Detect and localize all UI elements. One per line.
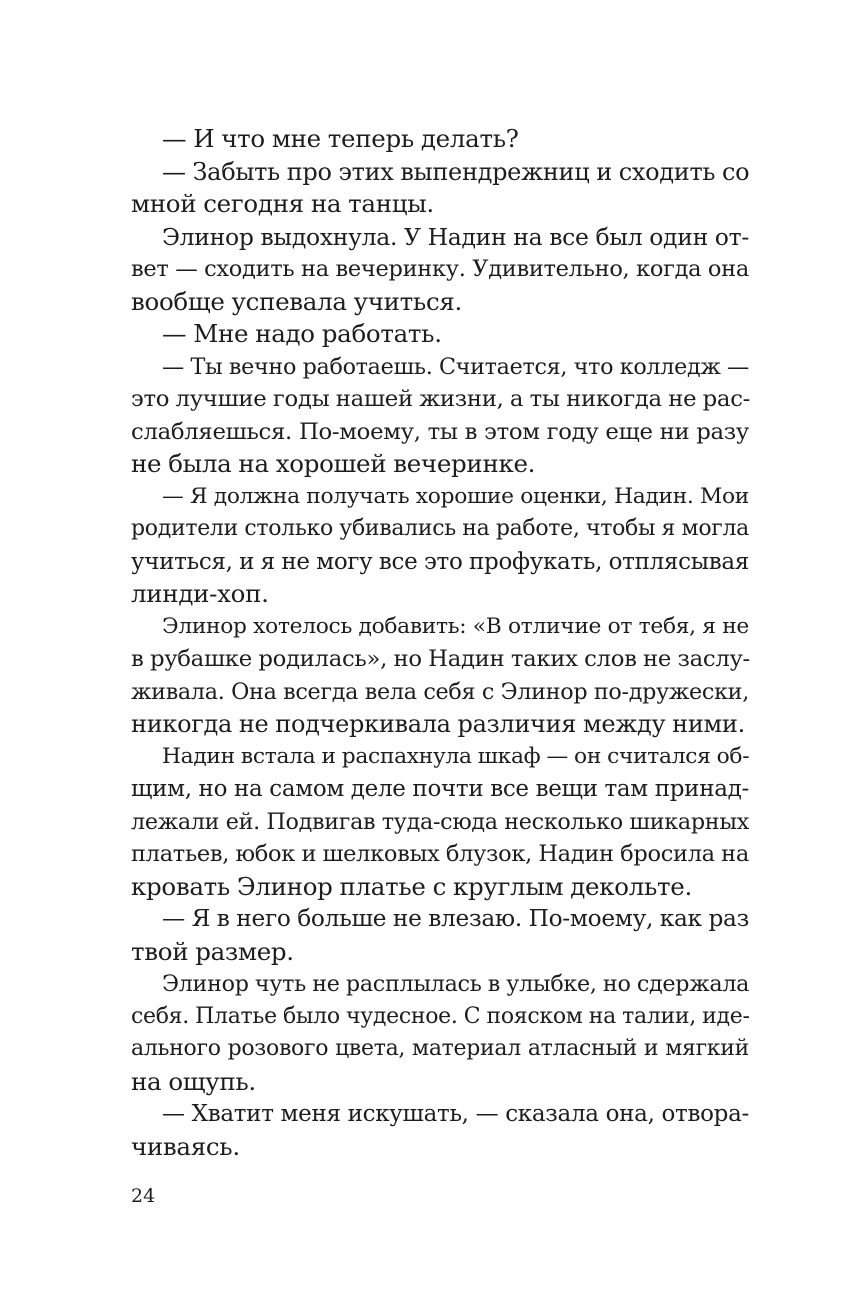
text-line: живала. Она всегда вела себя с Элинор по-дружески,: [131, 678, 749, 705]
text-line: учиться, и я не могу все это профукать, отплясывая: [131, 548, 749, 575]
text-line: — Мне надо работать.: [162, 319, 442, 348]
text-line: это лучшие годы нашей жизни, а ты никогда не рас-: [131, 386, 751, 412]
text-line: Надин встала и распахнула шкаф — он считался об-: [162, 743, 750, 769]
text-line: твой размер.: [131, 936, 294, 966]
text-line: себя. Платье было чудесное. С пояском на талии, иде-: [131, 1003, 750, 1029]
text-line: в рубашке родилась», но Надин таких слов не заслу-: [131, 646, 750, 672]
text-line: Элинор чуть не расплылась в улыбке, но сдержала: [162, 971, 750, 997]
text-line: — Ты вечно работаешь. Считается, что колледж —: [162, 353, 749, 380]
text-line: платьев, юбок и шелковых блузок, Надин бросила на: [131, 841, 749, 867]
text-line: мной сегодня на танцы.: [131, 189, 434, 218]
text-line: Элинор хотелось добавить: «В отличие от тебя, я не: [162, 613, 749, 639]
text-line: линди-хоп.: [131, 579, 269, 608]
text-line: — Я должна получать хорошие оценки, Надин. Мои: [162, 483, 749, 509]
text-line: — Забыть про этих выпендрежниц и сходить со: [162, 157, 750, 186]
text-line: щим, но на самом деле почти все вещи там принад-: [131, 776, 749, 802]
text-line: никогда не подчеркивала различия между ними.: [131, 710, 745, 738]
text-line: — Хватит меня искушать, — сказала она, отвора-: [162, 1101, 749, 1127]
text-line: не была на хорошей вечеринке.: [131, 449, 536, 478]
text-line: вет — сходить на вечеринку. Удивительно, когда она: [131, 256, 749, 282]
text-line: вообще успевала учиться.: [131, 286, 463, 316]
body-text: [131, 123, 749, 1163]
text-line: Элинор выдохнула. У Надин на все был один от-: [162, 222, 749, 251]
text-line: — И что мне теперь делать?: [162, 124, 519, 153]
page-number: 24: [131, 1185, 156, 1207]
text-line: родители столько убивались на работе, чтобы я могла: [131, 516, 749, 541]
text-line: слабляешься. По-моему, ты в этом году еще ни разу: [131, 418, 749, 445]
text-line: ального розового цвета, материал атласный и мягкий: [131, 1036, 749, 1061]
text-line: на ощупь.: [131, 1066, 256, 1096]
text-line: кровать Элинор платье с круглым декольте.: [131, 871, 692, 901]
text-line: — Я в него больше не влезаю. По-моему, как раз: [162, 905, 749, 932]
text-line: лежали ей. Подвигав туда-сюда несколько шикарных: [131, 808, 749, 835]
text-line: чиваясь.: [131, 1131, 240, 1161]
